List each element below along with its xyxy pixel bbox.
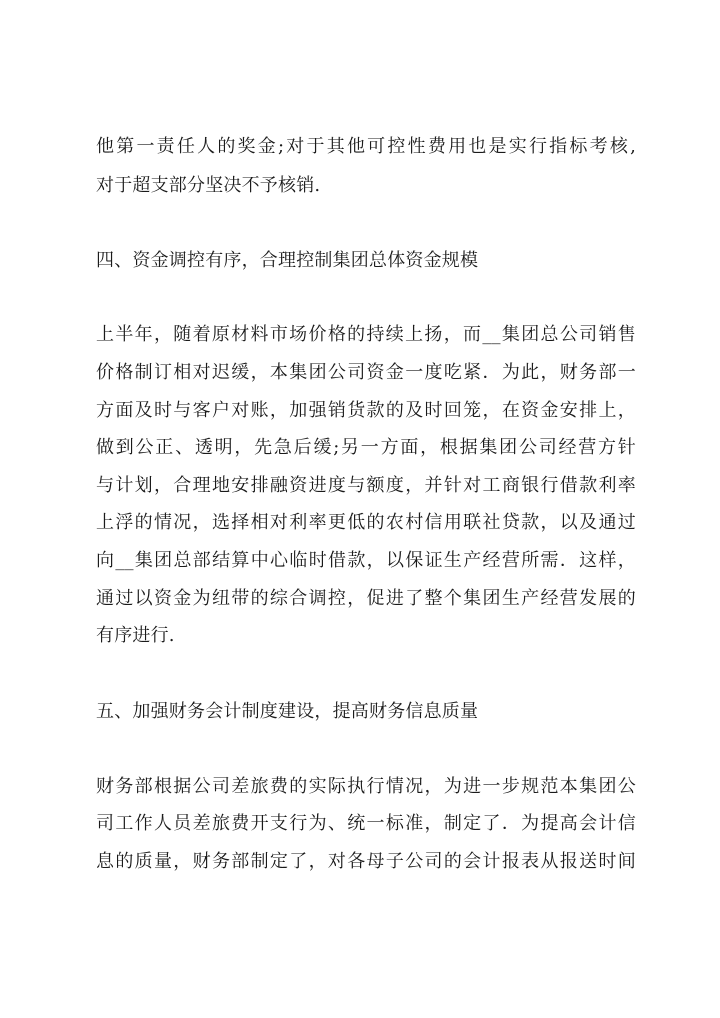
paragraph-1-line-2: 对于超支部分坚决不予核销. bbox=[96, 175, 321, 196]
paragraph-3-line-2: 司工作人员差旅费开支行为、统一标准，制定了．为提高会计信 bbox=[96, 813, 636, 834]
paragraph-2-line-1: 上半年，随着原材料市场价格的持续上扬，而__集团总公司销售 bbox=[96, 324, 636, 345]
paragraph-2-line-9: 有序进行. bbox=[96, 625, 175, 646]
paragraph-3-line-1: 财务部根据公司差旅费的实际执行情况，为进一步规范本集团公 bbox=[96, 776, 636, 797]
paragraph-2-line-2: 价格制订相对迟缓，本集团公司资金一度吃紧．为此，财务部一 bbox=[96, 362, 636, 383]
paragraph-2-line-3: 方面及时与客户对账，加强销货款的及时回笼，在资金安排上， bbox=[96, 400, 636, 421]
section-heading-4: 四、资金调控有序，合理控制集团总体资金规模 bbox=[96, 250, 479, 271]
paragraph-2-line-7: 向__集团总部结算中心临时借款，以保证生产经营所需．这样， bbox=[96, 550, 636, 571]
paragraph-1-line-1: 他第一责任人的奖金;对于其他可控性费用也是实行指标考核, bbox=[96, 136, 636, 157]
paragraph-2-line-6: 上浮的情况，选择相对利率更低的农村信用联社贷款，以及通过 bbox=[96, 512, 636, 533]
paragraph-2-line-4: 做到公正、透明，先急后缓;另一方面，根据集团公司经营方针 bbox=[96, 437, 636, 458]
paragraph-3-line-3: 息的质量，财务部制定了，对各母子公司的会计报表从报送时间 bbox=[96, 851, 636, 872]
section-heading-5: 五、加强财务会计制度建设，提高财务信息质量 bbox=[96, 701, 479, 722]
paragraph-2-line-8: 通过以资金为纽带的综合调控，促进了整个集团生产经营发展的 bbox=[96, 588, 636, 609]
paragraph-2-line-5: 与计划，合理地安排融资进度与额度，并针对工商银行借款利率 bbox=[96, 475, 636, 496]
